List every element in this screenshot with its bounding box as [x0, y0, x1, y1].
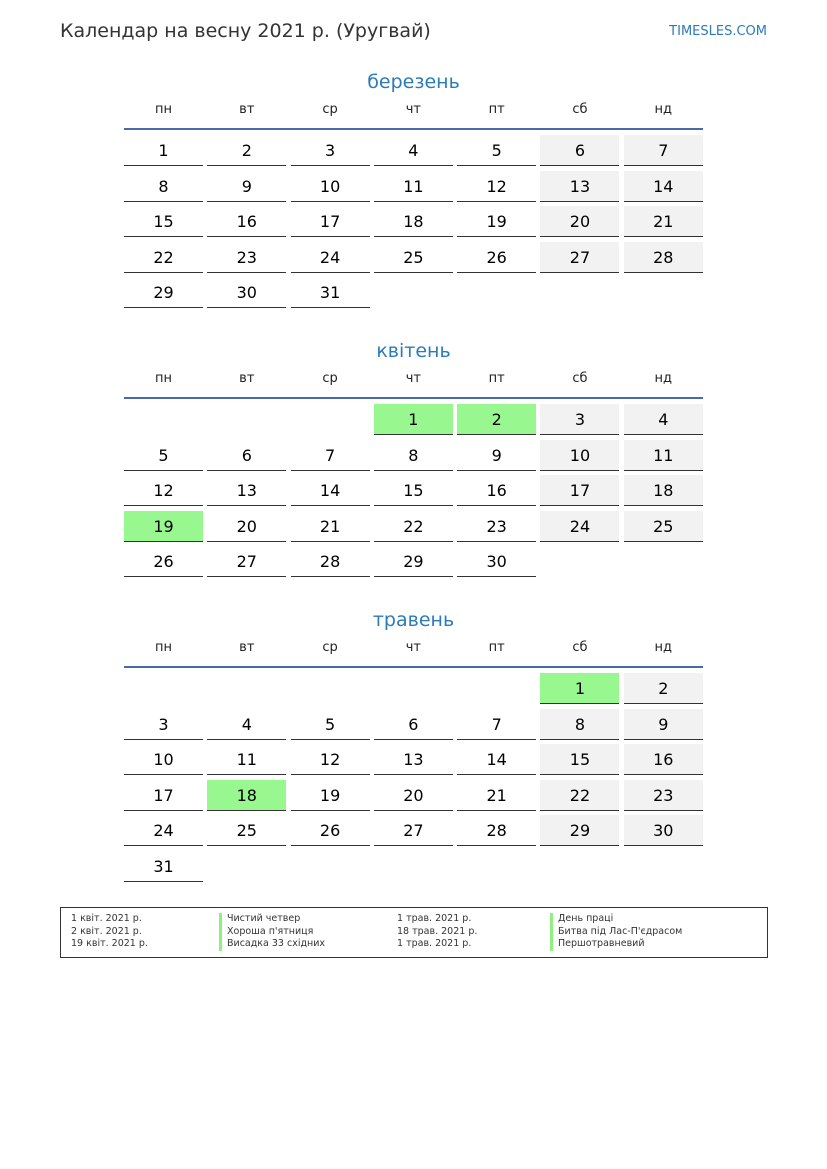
weekday-header [124, 365, 703, 399]
day-cell: 5 [457, 135, 536, 166]
day-cell: 11 [374, 171, 453, 202]
day-cell: 2 [207, 135, 286, 166]
weekday-header [124, 96, 703, 130]
day-cell: 14 [624, 171, 703, 202]
day-cell: 9 [207, 171, 286, 202]
legend-holiday-name: Битва під Лас-П'єдрасом [550, 926, 682, 939]
legend-date: 1 трав. 2021 р. [397, 938, 472, 949]
day-cell: 26 [457, 242, 536, 273]
day-cell: 6 [374, 709, 453, 740]
day-cell: 17 [291, 206, 370, 237]
day-cell: 3 [291, 135, 370, 166]
day-cell: 9 [624, 709, 703, 740]
weekday-label: нд [654, 371, 673, 386]
weekday-label: пт [488, 371, 505, 386]
empty-cell [291, 673, 370, 704]
empty-cell [207, 673, 286, 704]
day-cell: 25 [624, 511, 703, 542]
day-cell: 5 [291, 709, 370, 740]
day-cell: 29 [374, 546, 453, 577]
day-cell: 18 [624, 475, 703, 506]
day-cell: 17 [540, 475, 619, 506]
day-cell: 28 [457, 815, 536, 846]
legend-dates-right [397, 913, 477, 951]
day-cell: 22 [540, 780, 619, 811]
legend-holiday-name: Хороша п'ятниця [219, 926, 325, 939]
day-cell: 4 [207, 709, 286, 740]
empty-cell [207, 404, 286, 435]
day-cell: 19 [457, 206, 536, 237]
holiday-day-cell: 1 [540, 673, 619, 704]
day-cell: 30 [207, 277, 286, 308]
day-cell: 31 [124, 851, 203, 882]
legend-date: 1 трав. 2021 р. [397, 913, 472, 924]
day-cell: 6 [540, 135, 619, 166]
day-cell: 22 [374, 511, 453, 542]
month-march [124, 68, 703, 308]
empty-cell [457, 673, 536, 704]
weekday-label: чт [405, 640, 422, 655]
weekday-label: пн [155, 102, 172, 117]
holiday-legend [60, 907, 768, 958]
days-grid [124, 404, 703, 577]
empty-cell [124, 404, 203, 435]
day-cell: 14 [457, 744, 536, 775]
day-cell: 30 [624, 815, 703, 846]
day-cell: 3 [124, 709, 203, 740]
day-cell: 20 [207, 511, 286, 542]
day-cell: 26 [124, 546, 203, 577]
weekday-label: пн [155, 371, 172, 386]
weekday-label: пн [155, 640, 172, 655]
day-cell: 23 [624, 780, 703, 811]
weekday-label: сб [572, 640, 588, 655]
weekday-label: нд [654, 640, 673, 655]
day-cell: 17 [124, 780, 203, 811]
legend-holiday-name: Висадка 33 східних [219, 938, 325, 951]
day-cell: 12 [291, 744, 370, 775]
month-title: квітень [376, 340, 451, 362]
day-cell: 21 [291, 511, 370, 542]
weekday-label: чт [405, 102, 422, 117]
day-cell: 23 [457, 511, 536, 542]
day-cell: 1 [124, 135, 203, 166]
day-cell: 28 [291, 546, 370, 577]
day-cell: 21 [457, 780, 536, 811]
day-cell: 27 [540, 242, 619, 273]
weekday-label: ср [322, 371, 338, 386]
day-cell: 23 [207, 242, 286, 273]
site-logo-link[interactable]: TIMESLES.COM [669, 24, 767, 39]
legend-date: 18 трав. 2021 р. [397, 925, 478, 937]
day-cell: 10 [124, 744, 203, 775]
weekday-label: сб [572, 371, 588, 386]
weekday-label: сб [572, 102, 588, 117]
day-cell: 10 [291, 171, 370, 202]
day-cell: 20 [374, 780, 453, 811]
legend-dates-left [71, 913, 148, 951]
day-cell: 27 [374, 815, 453, 846]
day-cell: 24 [291, 242, 370, 273]
day-cell: 24 [124, 815, 203, 846]
legend-names-left [219, 913, 325, 951]
day-cell: 13 [540, 171, 619, 202]
day-cell: 29 [124, 277, 203, 308]
weekday-label: пт [488, 640, 505, 655]
weekday-label: вт [239, 102, 255, 117]
legend-date: 19 квіт. 2021 р. [71, 938, 148, 949]
day-cell: 30 [457, 546, 536, 577]
weekday-label: чт [405, 371, 422, 386]
day-cell: 5 [124, 440, 203, 471]
day-cell: 7 [457, 709, 536, 740]
day-cell: 14 [291, 475, 370, 506]
day-cell: 2 [624, 673, 703, 704]
holiday-day-cell: 1 [374, 404, 453, 435]
weekday-header [124, 634, 703, 668]
day-cell: 12 [124, 475, 203, 506]
holiday-day-cell: 19 [124, 511, 203, 542]
weekday-label: пт [488, 102, 505, 117]
weekday-label: вт [239, 371, 255, 386]
empty-cell [124, 673, 203, 704]
days-grid [124, 673, 703, 882]
day-cell: 16 [624, 744, 703, 775]
legend-holiday-name: Першотравневий [550, 938, 682, 951]
day-cell: 11 [207, 744, 286, 775]
day-cell: 19 [291, 780, 370, 811]
day-cell: 4 [374, 135, 453, 166]
month-may [124, 606, 703, 882]
day-cell: 26 [291, 815, 370, 846]
day-cell: 29 [540, 815, 619, 846]
day-cell: 8 [540, 709, 619, 740]
month-title: березень [367, 71, 460, 93]
day-cell: 4 [624, 404, 703, 435]
month-april [124, 337, 703, 577]
legend-names-right [550, 913, 682, 951]
day-cell: 8 [124, 171, 203, 202]
month-title: травень [372, 609, 455, 631]
day-cell: 15 [124, 206, 203, 237]
weekday-label: ср [322, 640, 338, 655]
day-cell: 3 [540, 404, 619, 435]
legend-holiday-name: День праці [550, 913, 682, 926]
day-cell: 15 [540, 744, 619, 775]
day-cell: 13 [374, 744, 453, 775]
day-cell: 27 [207, 546, 286, 577]
holiday-day-cell: 2 [457, 404, 536, 435]
holiday-day-cell: 18 [207, 780, 286, 811]
weekday-label: вт [239, 640, 255, 655]
day-cell: 21 [624, 206, 703, 237]
day-cell: 9 [457, 440, 536, 471]
legend-holiday-name: Чистий четвер [219, 913, 325, 926]
day-cell: 16 [207, 206, 286, 237]
day-cell: 12 [457, 171, 536, 202]
legend-date: 1 квіт. 2021 р. [71, 913, 142, 924]
empty-cell [291, 404, 370, 435]
day-cell: 18 [374, 206, 453, 237]
day-cell: 10 [540, 440, 619, 471]
day-cell: 13 [207, 475, 286, 506]
day-cell: 31 [291, 277, 370, 308]
empty-cell [374, 673, 453, 704]
day-cell: 8 [374, 440, 453, 471]
day-cell: 7 [291, 440, 370, 471]
day-cell: 7 [624, 135, 703, 166]
days-grid [124, 135, 703, 308]
weekday-label: ср [322, 102, 338, 117]
day-cell: 20 [540, 206, 619, 237]
day-cell: 25 [207, 815, 286, 846]
day-cell: 16 [457, 475, 536, 506]
page-title: Календар на весну 2021 р. (Уругвай) [60, 20, 431, 42]
day-cell: 11 [624, 440, 703, 471]
legend-date: 2 квіт. 2021 р. [71, 925, 142, 937]
day-cell: 24 [540, 511, 619, 542]
day-cell: 6 [207, 440, 286, 471]
day-cell: 28 [624, 242, 703, 273]
weekday-label: нд [654, 102, 673, 117]
day-cell: 22 [124, 242, 203, 273]
day-cell: 25 [374, 242, 453, 273]
day-cell: 15 [374, 475, 453, 506]
